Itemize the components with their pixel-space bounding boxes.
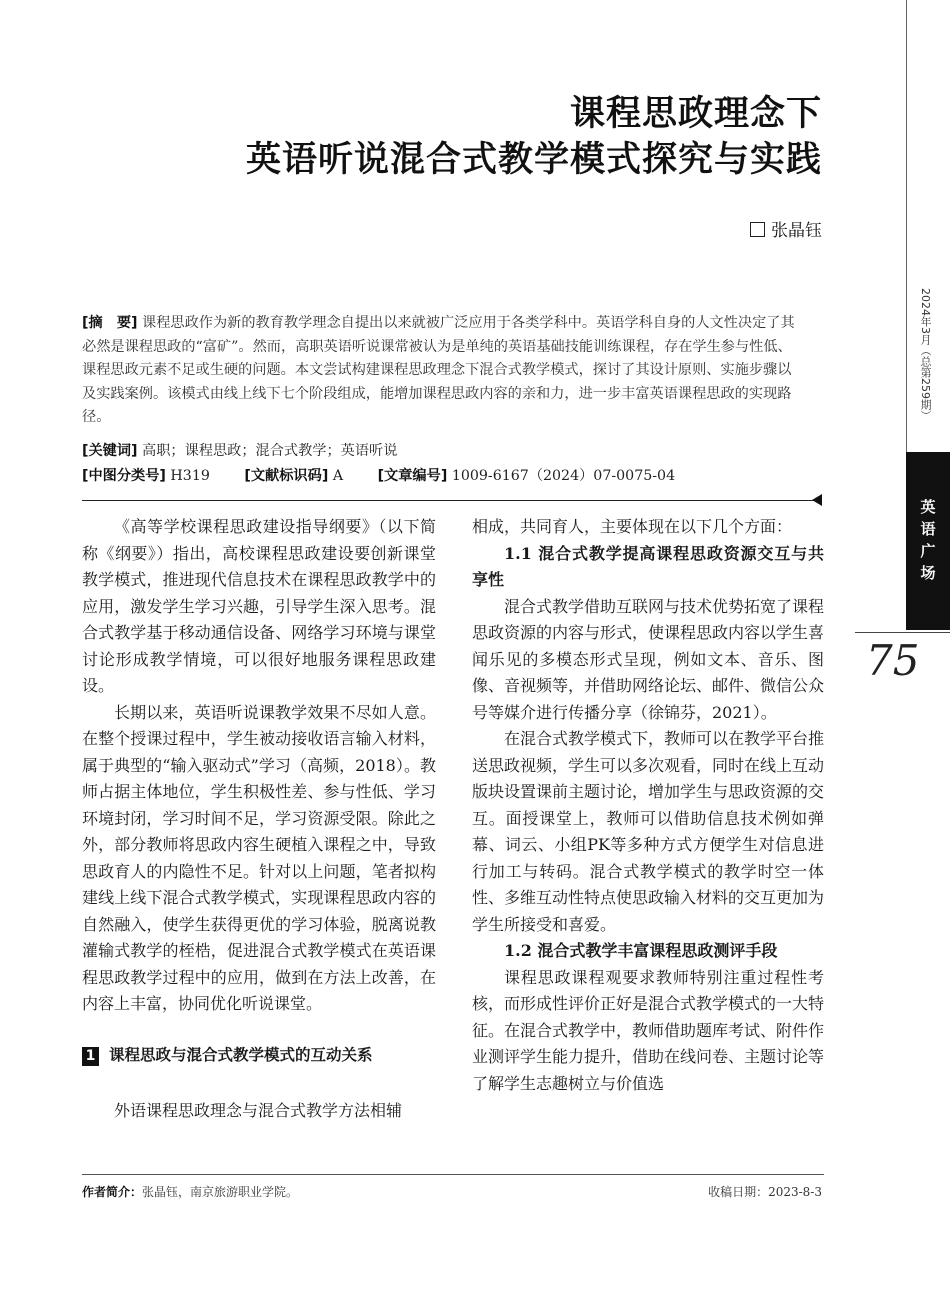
article-number-value: 1009-6167（2024）07-0075-04 [451, 468, 676, 484]
paragraph: 混合式教学借助互联网与技术优势拓宽了课程思政资源的内容与形式，使课程思政内容以学生喜闻乐见的多模态形式呈现，例如文本、音乐、图像、音视频等，并借助网络论坛、邮件、微信公众号等媒介进行传播分享（徐锦芬，2021）。 [472, 596, 825, 722]
keywords [82, 440, 822, 460]
title-line-2: 英语听说混合式教学模式探究与实践 [245, 139, 822, 180]
issue-label: 2024年3月（总第259期） [919, 288, 932, 421]
section-tab [906, 452, 950, 630]
article-number-label: [文章编号] [377, 468, 448, 484]
author-note-text: 张晶钰，南京旅游职业学院。 [142, 1185, 299, 1199]
author-byline [750, 216, 822, 241]
arrow-left-icon [812, 494, 822, 506]
paragraph: 长期以来，英语听说课教学效果不尽如人意。在整个授课过程中，学生被动接收语言输入材料，属于典型的“输入驱动式”学习（高频，2018）。教师占据主体地位，学生积极性差、参与性低、学习环境封闭，学习时间不足，学习资源受限。除此之外，部分教师将思政内容生硬植入课程之中，导致思政育人的内隐性不足。针对以上问题，笔者拟构建线上线下混合式教学模式，实现课程思政内容的自然融入，使学生获得更优的学习体验，脱离说教灌输式教学的桎梏，促进混合式教学模式在英语课程思政教学过程中的应用，做到在方法上改善，在内容上丰富，协同优化听说课堂。 [82, 702, 436, 1013]
section-number: 1 [82, 1047, 99, 1066]
paragraph: 课程思政课程观要求教师特别注重过程性考核，而形成性评价正好是混合式教学模式的一大特征。在混合式教学中，教师借助题库考试、附件作业测评学生能力提升，借助在线问卷、主题讨论等了解学生志趣树立与价值选 [472, 967, 825, 1093]
author-note-label: 作者简介： [82, 1185, 143, 1199]
page-number-rule [855, 632, 950, 633]
paragraph: 外语课程思政理念与混合式教学方法相辅 [114, 1101, 403, 1120]
keywords-text: 高职；课程思政；混合式教学；英语听说 [142, 443, 398, 459]
paragraph: 在混合式教学模式下，教师可以在教学平台推送思政视频，学生可以多次观看，同时在线上互动版块设置课前主题讨论，增加学生与思政资源的交互。面授课堂上，教师可以借助信息技术例如弹幕、词云、小组PK等多种方式方便学生对信息进行加工与转码。混合式教学模式的教学时空一体性、多维互动性特点使思政输入材料的交互更加为学生所接受和喜爱。 [472, 729, 825, 934]
clc-value: H319 [170, 468, 210, 484]
title-line-1: 课程思政理念下 [569, 93, 822, 134]
received-date: 收稿日期：2023-8-3 [708, 1185, 822, 1199]
keywords-label: [关键词] [82, 443, 138, 459]
page-number: 75 [866, 636, 920, 685]
margin-rule [906, 0, 907, 452]
doc-code-label: [文献标识码] [244, 468, 329, 484]
section-tab-label: 英语广场 [920, 498, 936, 582]
section-title: 课程思政与混合式教学模式的互动关系 [109, 1045, 373, 1064]
abstract [82, 312, 798, 430]
author-name: 张晶钰 [771, 221, 822, 241]
square-icon [750, 222, 765, 237]
abstract-text: 课程思政作为新的教育教学理念自提出以来就被广泛应用于各类学科中。英语学科自身的人文性决定了其必然是课程思政的“富矿”。然而，高职英语听说课常被认为是单纯的英语基础技能训练课程，存在学生参与性低、课程思政元素不足或生硬的问题。本文尝试构建课程思政理念下混合式教学模式，探讨了其设计原则、实施步骤以及实践案例。该模式由线上线下七个阶段组成，能增加课程思政内容的亲和力，进一步丰富英语课程思政的实现路径。 [82, 315, 795, 425]
clc-label: [中图分类号] [82, 468, 166, 484]
left-column [82, 514, 436, 1125]
doc-code-value: A [332, 468, 344, 484]
author-note [82, 1183, 298, 1200]
abstract-label: [摘 要] [82, 315, 138, 331]
paragraph: 《高等学校课程思政建设指导纲要》（以下简称《纲要》）指出，高校课程思政建设要创新课堂教学模式，推进现代信息技术在课程思政教学中的应用，激发学生学习兴趣，引导学生深入思考。混合式教学基于移动通信设备、网络学习环境与课堂讨论形成教学情境，可以很好地服务课程思政建设。 [82, 517, 436, 695]
footer-divider [82, 1174, 824, 1175]
section-heading [82, 1042, 436, 1069]
subsection-heading: 1.1 混合式教学提高课程思政资源交互与共享性 [472, 543, 824, 589]
subsection-heading: 1.2 混合式教学丰富课程思政测评手段 [504, 941, 778, 960]
separator-line [82, 500, 816, 501]
paragraph: 相成，共同育人，主要体现在以下几个方面： [472, 517, 793, 536]
classification-line [82, 465, 822, 485]
right-column [472, 514, 824, 1097]
